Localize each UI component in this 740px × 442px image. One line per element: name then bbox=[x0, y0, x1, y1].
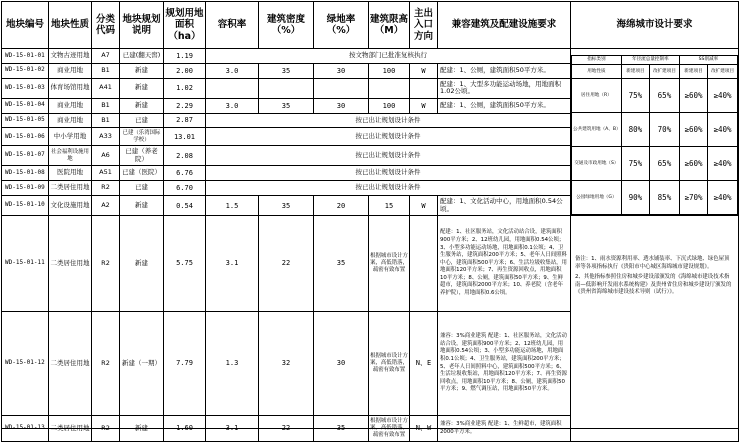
sponge-cat: 交通及市政用地（S） bbox=[572, 147, 622, 181]
plot-plan: 新建（一期） bbox=[120, 312, 164, 416]
plot-type: 二类居住用地 bbox=[49, 216, 92, 312]
plot-area: 2.87 bbox=[164, 113, 206, 128]
plot-type: 二类居住用地 bbox=[49, 312, 92, 416]
plot-class: B1 bbox=[92, 113, 120, 128]
sponge-value: ≥60% bbox=[679, 79, 707, 113]
plot-class: A6 bbox=[92, 146, 120, 166]
header-requirements: 兼容建筑及配建设施要求 bbox=[438, 2, 571, 49]
plot-code: WD-15-01-03 bbox=[2, 78, 49, 98]
plot-far: 3.0 bbox=[206, 98, 259, 113]
plot-entry: W bbox=[410, 98, 438, 113]
plot-entry: N、E bbox=[410, 312, 438, 416]
plot-green: 20 bbox=[314, 196, 369, 216]
plot-class: A7 bbox=[92, 49, 120, 64]
plot-far: 3.1 bbox=[206, 216, 259, 312]
sponge-value: ≥60% bbox=[679, 147, 707, 181]
plot-height: 根据城市设计方案，高低错落，疏密有致布置 bbox=[369, 216, 410, 312]
sponge-value: ≥60% bbox=[679, 113, 707, 147]
plot-area: 6.76 bbox=[164, 166, 206, 181]
plot-height: 根据城市设计方案，高低错落，疏密有致布置 bbox=[369, 312, 410, 416]
plot-code: WD-15-01-01 bbox=[2, 49, 49, 64]
plot-code: WD-15-01-11 bbox=[2, 216, 49, 312]
sponge-sub-rebuild: 改扩建项目 bbox=[650, 65, 680, 79]
sponge-table bbox=[571, 55, 738, 215]
plot-density: 35 bbox=[259, 63, 314, 78]
plot-note: 按已出让规划设计条件 bbox=[206, 146, 571, 166]
plot-plan: 新建 bbox=[120, 216, 164, 312]
plot-density bbox=[259, 78, 314, 98]
plot-type: 商业用地 bbox=[49, 98, 92, 113]
plot-green: 35 bbox=[314, 216, 369, 312]
sponge-notes bbox=[571, 216, 738, 297]
table-row bbox=[2, 216, 739, 312]
plot-class: A51 bbox=[92, 166, 120, 181]
plot-note: 按文物部门已批准复核执行 bbox=[206, 49, 571, 64]
sponge-cell bbox=[571, 49, 739, 216]
sponge-value: 70% bbox=[650, 113, 680, 147]
sponge-head-left: 指标类别 bbox=[572, 56, 622, 65]
plot-plan: 已建 bbox=[120, 181, 164, 196]
plot-height: 100 bbox=[369, 63, 410, 78]
plot-note: 按已出让规划设计条件 bbox=[206, 128, 571, 146]
sponge-sub-new: 新建项目 bbox=[621, 65, 649, 79]
header-entry: 主出入口方向 bbox=[410, 2, 438, 49]
plot-type: 体育场馆用地 bbox=[49, 78, 92, 98]
plot-height bbox=[369, 78, 410, 98]
plot-entry bbox=[410, 216, 438, 312]
plot-code: WD-15-01-10 bbox=[2, 196, 49, 216]
sponge-head-right: SS削减率 bbox=[679, 56, 737, 65]
plot-code: WD-15-01-09 bbox=[2, 181, 49, 196]
plot-type: 二类居住用地 bbox=[49, 181, 92, 196]
plot-area: 0.54 bbox=[164, 196, 206, 216]
sponge-cat: 公园绿地用地（G） bbox=[572, 181, 622, 215]
plot-plan: 已建（乐湾国际学校） bbox=[120, 128, 164, 146]
bottom-border bbox=[1, 428, 738, 429]
sponge-value: 85% bbox=[650, 181, 680, 215]
plot-type: 中小学用地 bbox=[49, 128, 92, 146]
plot-area: 13.01 bbox=[164, 128, 206, 146]
plot-area: 2.00 bbox=[164, 63, 206, 78]
header-height: 建筑限高（M） bbox=[369, 2, 410, 49]
plot-requirement: 配建：1、大型多功能运动场地，用地面积1.02公顷。 bbox=[438, 78, 571, 98]
plot-class: A2 bbox=[92, 196, 120, 216]
sponge-head-cat: 用地性质 bbox=[572, 65, 622, 79]
plot-density: 35 bbox=[259, 98, 314, 113]
plot-area: 2.29 bbox=[164, 98, 206, 113]
plot-code: WD-15-01-06 bbox=[2, 128, 49, 146]
plot-note: 按已出让规划设计条件 bbox=[206, 166, 571, 181]
sponge-value: ≥40% bbox=[708, 147, 738, 181]
plot-type: 商业用地 bbox=[49, 63, 92, 78]
sponge-cat: 公共建筑用地（A、B） bbox=[572, 113, 622, 147]
sponge-sub-new-2: 新建项目 bbox=[679, 65, 707, 79]
plot-type: 文物古迹用地 bbox=[49, 49, 92, 64]
plot-height: 根据城市设计方 疏密有致布置 bbox=[369, 416, 410, 442]
sponge-value: ≥40% bbox=[708, 181, 738, 215]
plot-plan: 新建 bbox=[120, 196, 164, 216]
plot-class: B1 bbox=[92, 98, 120, 113]
sponge-value: ≥40% bbox=[708, 79, 738, 113]
plot-far bbox=[206, 78, 259, 98]
plot-requirement: 兼容：3%商业建筑 配建：1、社区服务站，文化活动站合设，建筑面积900平方米；2、12班幼儿园，用地面积0.54公顷；3、小型多功能运动场地，用地面积0.1公顷；4、卫生服务站，建筑面积200平方米；5、老年人日间照料中心，建筑面积500平方米；6、生活垃圾收集站，用地面积120平方米；7、再生资源回收点，用地面积10平方米；8、公厕，建筑面积50平方米；9、燃气调压站，用地面积50平方米。 bbox=[438, 312, 571, 416]
sponge-value: ≥70% bbox=[679, 181, 707, 215]
plot-note: 按已出让规划设计条件 bbox=[206, 113, 571, 128]
header-plan: 地块规划说明 bbox=[120, 2, 164, 49]
plot-note: 按已出让规划设计条件 bbox=[206, 181, 571, 196]
plot-type: 商业用地 bbox=[49, 113, 92, 128]
plot-type: 医院用地 bbox=[49, 166, 92, 181]
plot-far: 1.5 bbox=[206, 196, 259, 216]
plot-entry: W bbox=[410, 63, 438, 78]
plot-area: 2.08 bbox=[164, 146, 206, 166]
plot-green: 30 bbox=[314, 63, 369, 78]
plot-plan: 已建（医院） bbox=[120, 166, 164, 181]
sponge-cat: 居住用地（R） bbox=[572, 79, 622, 113]
plot-height: 100 bbox=[369, 98, 410, 113]
plot-area: 5.75 bbox=[164, 216, 206, 312]
plot-code: WD-15-01-07 bbox=[2, 146, 49, 166]
plot-requirement: 配建：1、公厕，建筑面积50平方米。 bbox=[438, 63, 571, 78]
header-code: 地块编号 bbox=[2, 2, 49, 49]
plot-code: WD-15-01-04 bbox=[2, 98, 49, 113]
plot-density: 32 bbox=[259, 312, 314, 416]
plot-code: WD-15-01-12 bbox=[2, 312, 49, 416]
header-sponge: 海绵城市设计要求 bbox=[571, 2, 739, 49]
plot-plan: 新建 bbox=[120, 63, 164, 78]
plot-density: 22 bbox=[259, 216, 314, 312]
header-far: 容积率 bbox=[206, 2, 259, 49]
plot-class: B1 bbox=[92, 63, 120, 78]
plot-plan: 已建(翻天窖) bbox=[120, 49, 164, 64]
plot-class: R2 bbox=[92, 216, 120, 312]
plot-entry bbox=[410, 78, 438, 98]
plot-entry: W bbox=[410, 196, 438, 216]
header-row bbox=[2, 2, 739, 49]
plot-requirement: 配建：1、公厕，建筑面积50平方米。 bbox=[438, 98, 571, 113]
plot-plan: 已建（养老院） bbox=[120, 146, 164, 166]
plot-area: 7.79 bbox=[164, 312, 206, 416]
sponge-value: 65% bbox=[650, 147, 680, 181]
plot-area: 1.19 bbox=[164, 49, 206, 64]
plot-plan: 新建 bbox=[120, 98, 164, 113]
plot-area: 6.70 bbox=[164, 181, 206, 196]
plot-plan: 已建 bbox=[120, 113, 164, 128]
sponge-value: 90% bbox=[621, 181, 649, 215]
plot-green: 30 bbox=[314, 312, 369, 416]
table-row bbox=[2, 49, 739, 64]
sponge-note-2: 2、其他指标参照住房和城乡建设部颁发的《海绵城市建设技术指南—低影响开发雨水系统构建》及贵州省住房和城乡建设厅颁发的《贵州省海绵城市建设技术导则（试行）》。 bbox=[575, 274, 732, 296]
header-density: 建筑密度（%） bbox=[259, 2, 314, 49]
header-green: 绿地率（%） bbox=[314, 2, 369, 49]
sponge-value: 75% bbox=[621, 147, 649, 181]
plot-green: 30 bbox=[314, 98, 369, 113]
plot-class: A41 bbox=[92, 78, 120, 98]
header-type: 地块性质 bbox=[49, 2, 92, 49]
plot-height: 15 bbox=[369, 196, 410, 216]
plot-requirement: 配建：1、文化活动中心，用地面积0.54公顷。 bbox=[438, 196, 571, 216]
plot-class: R2 bbox=[92, 312, 120, 416]
plot-type: 文化设施用地 bbox=[49, 196, 92, 216]
plot-far: 1.3 bbox=[206, 312, 259, 416]
plot-type: 社会福利设施用地 bbox=[49, 146, 92, 166]
plot-code: WD-15-01-05 bbox=[2, 113, 49, 128]
sponge-note-1: 备注：1、雨水资源利用率、透水铺装率、下沉式绿地、绿色屋顶率等各项指标执行《贵阳市中心城区海绵城市建设规划》。 bbox=[575, 256, 730, 270]
sponge-notes-cell bbox=[571, 216, 739, 442]
plot-requirement: 配建：1、社区服务站，文化活动站合设，建筑面积900平方米；2、12班幼儿园，用地面积0.54公顷；3、小型多功能运动场地，用地面积0.1公顷；4、卫生服务站，建筑面积200平方米；5、老年人日间照料中心，建筑面积500平方米；6、生活垃圾收集站，用地面积120平方米；7、再生资源回收点，用地面积10平方米；8、公厕，建筑面积50平方米；9、生鲜超市，建筑面积2000平方米；10、养老院（含老年养护院），用地面积0.6公顷。 bbox=[438, 216, 571, 312]
sponge-value: 65% bbox=[650, 79, 680, 113]
plot-requirement: 兼容：3%商业建筑 配建：1、生鲜超市，建筑面积2000平方米。 bbox=[438, 416, 571, 442]
sponge-value: 75% bbox=[621, 79, 649, 113]
header-area: 规划用地面积（ha） bbox=[164, 2, 206, 49]
plot-area: 1.02 bbox=[164, 78, 206, 98]
plot-far: 3.0 bbox=[206, 63, 259, 78]
plot-code: WD-15-01-08 bbox=[2, 166, 49, 181]
sponge-value: ≥40% bbox=[708, 113, 738, 147]
header-class: 分类代码 bbox=[92, 2, 120, 49]
plot-class: A33 bbox=[92, 128, 120, 146]
plot-density: 35 bbox=[259, 196, 314, 216]
plot-class: R2 bbox=[92, 181, 120, 196]
plot-green bbox=[314, 78, 369, 98]
sponge-value: 80% bbox=[621, 113, 649, 147]
sponge-head-mid: 年径流总量控制率 bbox=[621, 56, 679, 65]
plot-code: WD-15-01-02 bbox=[2, 63, 49, 78]
plot-plan: 新建 bbox=[120, 78, 164, 98]
sponge-sub-rebuild-2: 改扩建项目 bbox=[708, 65, 738, 79]
control-index-table bbox=[1, 1, 739, 442]
